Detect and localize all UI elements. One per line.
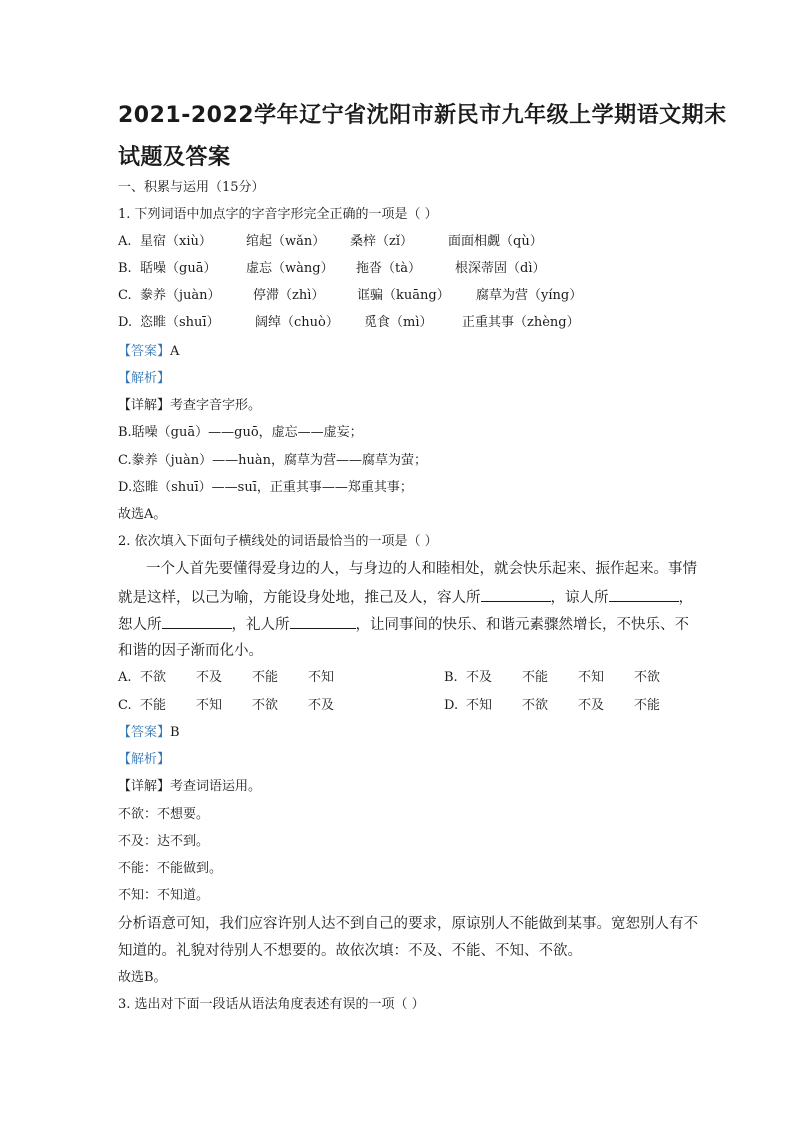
option-word: 不能 bbox=[252, 670, 279, 685]
option-word: 觅食（mì） bbox=[364, 315, 433, 330]
option-word: 面面相觑（qù） bbox=[448, 234, 543, 249]
detail-tag: 【详解】 bbox=[118, 398, 171, 413]
q2-stem: 2. 依次填入下面句子横线处的词语最恰当的一项是（ ） bbox=[118, 534, 438, 549]
option-word: 不及 bbox=[578, 698, 605, 713]
q1-answer bbox=[118, 343, 179, 361]
passage-text: ， bbox=[678, 590, 693, 606]
q2-analysis-tag: 【解析】 bbox=[118, 752, 171, 767]
option-word: 聒噪（guā） bbox=[140, 261, 217, 276]
answer-tag: 【答案】 bbox=[118, 344, 171, 359]
option-letter: D. bbox=[444, 698, 459, 713]
q2-passage-line-1: 一个人首先要懂得爱身边的人，与身边的人和睦相处，就会快乐起来、振作起来。事情 bbox=[146, 561, 697, 577]
option-letter: C. bbox=[118, 288, 132, 303]
q1-conclusion: 故选A。 bbox=[118, 507, 167, 522]
option-word: 星宿（xiù） bbox=[140, 234, 212, 249]
detail-text: 考查字音字形。 bbox=[170, 398, 262, 413]
q2-analysis-line-1: 分析语意可知，我们应容许别人达不到自己的要求，原谅别人不能做到某事。宽恕别人有不 bbox=[118, 916, 698, 932]
option-word: 停滞（zhì） bbox=[253, 288, 325, 303]
option-word: 不知 bbox=[466, 698, 493, 713]
q1-detail bbox=[118, 397, 261, 415]
detail-tag: 【详解】 bbox=[118, 779, 171, 794]
answer-value: B bbox=[170, 725, 180, 740]
q2-passage-line-4: 和谐的因子渐而化小。 bbox=[118, 643, 263, 659]
q2-def-4: 不知：不知道。 bbox=[118, 888, 210, 903]
q1-analysis-tag: 【解析】 bbox=[118, 371, 171, 386]
q2-conclusion: 故选B。 bbox=[118, 970, 167, 985]
option-word: 不欲 bbox=[634, 670, 661, 685]
option-word: 不知 bbox=[578, 670, 605, 685]
option-word: 不及 bbox=[196, 670, 223, 685]
option-word: 根深蒂固（dì） bbox=[455, 261, 546, 276]
option-word: 豢养（juàn） bbox=[140, 288, 221, 303]
option-word: 不欲 bbox=[522, 698, 549, 713]
option-word: 阔绰（chuò） bbox=[255, 315, 339, 330]
passage-text: ，谅人所 bbox=[550, 590, 609, 606]
q2-answer bbox=[118, 724, 180, 742]
fill-blank-4 bbox=[290, 614, 356, 629]
doc-title-line-2: 试题及答案 bbox=[118, 145, 231, 170]
q2-detail bbox=[118, 778, 261, 796]
section-heading: 一、积累与运用（15分） bbox=[118, 180, 265, 195]
answer-value: A bbox=[170, 344, 180, 359]
option-word: 不及 bbox=[466, 670, 493, 685]
option-word: 不欲 bbox=[252, 698, 279, 713]
option-word: 拖沓（tà） bbox=[356, 261, 421, 276]
option-letter: A. bbox=[118, 234, 132, 249]
option-word: 不能 bbox=[140, 698, 167, 713]
passage-text: ，让同事间的快乐、和谐元素骤然增长，不快乐、不 bbox=[355, 617, 689, 633]
option-word: 绾起（wǎn） bbox=[246, 234, 326, 249]
option-word: 不知 bbox=[308, 670, 335, 685]
q2-def-1: 不欲：不想要。 bbox=[118, 807, 210, 822]
option-word: 虚忘（wàng） bbox=[246, 261, 334, 276]
option-word: 不及 bbox=[308, 698, 335, 713]
q1-explain-d: D.恣睢（shuī）——suī，正重其事——郑重其事； bbox=[118, 480, 413, 495]
option-word: 诓骗（kuāng） bbox=[357, 288, 450, 303]
option-word: 不知 bbox=[196, 698, 223, 713]
q2-def-2: 不及：达不到。 bbox=[118, 834, 210, 849]
passage-text: 就是这样，以己为喻，方能设身处地，推己及人，容人所 bbox=[118, 590, 481, 606]
option-letter: C. bbox=[118, 698, 132, 713]
option-word: 恣睢（shuī） bbox=[140, 315, 220, 330]
doc-title-line-1: 2021-2022学年辽宁省沈阳市新民市九年级上学期语文期末 bbox=[118, 103, 727, 128]
option-letter: D. bbox=[118, 315, 133, 330]
option-word: 正重其事（zhèng） bbox=[462, 315, 580, 330]
q2-passage-line-3 bbox=[118, 614, 689, 635]
option-word: 不能 bbox=[522, 670, 549, 685]
q2-passage-line-2 bbox=[118, 587, 693, 608]
detail-text: 考查词语运用。 bbox=[170, 779, 262, 794]
passage-text: ，礼人所 bbox=[231, 617, 290, 633]
fill-blank-1 bbox=[481, 587, 551, 602]
option-letter: B. bbox=[118, 261, 132, 276]
option-word: 不欲 bbox=[140, 670, 167, 685]
option-letter: A. bbox=[118, 670, 132, 685]
option-word: 不能 bbox=[634, 698, 661, 713]
answer-tag: 【答案】 bbox=[118, 725, 171, 740]
q2-analysis-line-2: 知道的。礼貌对待别人不想要的。故依次填：不及、不能、不知、不欲。 bbox=[118, 943, 582, 959]
q3-stem: 3. 选出对下面一段话从语法角度表述有误的一项（ ） bbox=[118, 997, 425, 1012]
q1-stem: 1. 下列词语中加点字的字音字形完全正确的一项是（ ） bbox=[118, 207, 438, 222]
passage-text: 恕人所 bbox=[118, 617, 162, 633]
fill-blank-2 bbox=[609, 587, 679, 602]
option-letter: B. bbox=[444, 670, 458, 685]
fill-blank-3 bbox=[162, 614, 232, 629]
option-word: 腐草为营（yíng） bbox=[476, 288, 583, 303]
q1-explain-c: C.豢养（juàn）——huàn，腐草为营——腐草为萤； bbox=[118, 453, 428, 468]
option-word: 桑梓（zǐ） bbox=[350, 234, 414, 249]
q1-explain-b: B.聒噪（guā）——guō，虚忘——虚妄； bbox=[118, 425, 363, 440]
q2-def-3: 不能：不能做到。 bbox=[118, 861, 223, 876]
